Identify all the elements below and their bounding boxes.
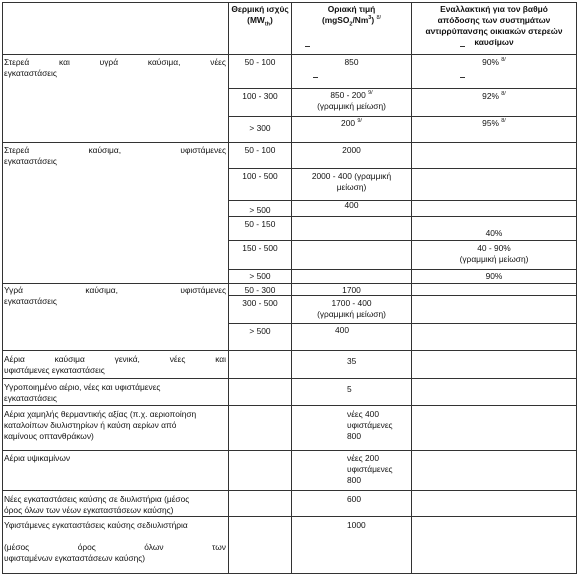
row-divider — [228, 168, 576, 169]
cell-power: > 500 — [249, 326, 271, 336]
cell-limit: 400 — [335, 325, 349, 335]
row-divider — [2, 405, 576, 406]
cell-power: 300 - 500 — [242, 298, 278, 308]
row-divider — [2, 450, 576, 451]
cell-alternative: 95% $^{8/}$ — [482, 118, 506, 128]
row-divider — [2, 142, 576, 143]
cell-power: 50 - 150 — [244, 219, 276, 229]
cell-alternative: 90% — [485, 271, 503, 281]
cell-limit: 5 — [347, 384, 352, 394]
cell-limit: νέες 400 υφιστάμενες 800 — [347, 409, 393, 441]
cell-limit: 1700 — [342, 285, 361, 295]
table-border-left — [2, 2, 3, 574]
header-thermal-power: Θερμική ισχύς $(MW_{th})$ — [231, 4, 289, 28]
row-divider — [2, 490, 576, 491]
cell-power: 50 - 100 — [244, 145, 276, 155]
row-divider — [228, 216, 576, 217]
cell-alternative: 40 - 90% (γραμμική μείωση) — [459, 243, 529, 264]
cell-limit: 1700 - 400 (γραμμική μείωση) — [317, 298, 386, 319]
cell-limit: 200 $^{9/}$ — [341, 118, 362, 128]
table-border-top — [2, 2, 576, 3]
row-label-new-refinery-plants: Νέες εγκαταστάσεις καύσης σε διυλιστήρια (μέσος όρος όλων των νέων εγκαταστάσεων καύσης) — [4, 494, 190, 515]
cell-power: 100 - 500 — [242, 171, 278, 181]
cell-power: 50 - 300 — [244, 285, 276, 295]
cell-power: > 300 — [249, 123, 271, 133]
cell-limit: 400 — [344, 200, 359, 210]
row-label-low-calorific-gas: Αέρια χαμηλής θερμαντικής αξίας (π.χ. αεριοποίηση καταλοίπων διυλιστηρίων ή καύση αερίων από καμίνους οπτανθράκων) — [4, 409, 197, 441]
column-divider — [411, 2, 412, 574]
cell-limit: 600 — [347, 494, 361, 504]
cell-alternative: 92% $^{8/}$ — [482, 91, 506, 101]
table-border-right — [576, 2, 577, 574]
cell-limit: νέες 200 υφιστάμενες 800 — [347, 453, 393, 485]
dash-mark — [460, 46, 465, 47]
row-divider — [2, 350, 576, 351]
cell-limit: 2000 - 400 (γραμμική μείωση) — [311, 171, 392, 192]
cell-power: 150 - 500 — [242, 243, 278, 253]
cell-limit: 850 — [344, 57, 359, 67]
cell-power: 100 - 300 — [242, 91, 278, 101]
header-limit-value: Οριακή τιμή $(mgSO_2/Nm^3)$ $^{8/}$ — [321, 4, 382, 28]
row-label-gaseous-general: Αέρια καύσιμα γενικά, νέες και υφιστάμενες εγκαταστάσεις — [4, 354, 226, 375]
row-divider — [228, 323, 576, 324]
row-divider — [228, 269, 576, 270]
cell-alternative: 90% $^{8/}$ — [482, 57, 506, 67]
cell-limit: 2000 — [342, 145, 361, 155]
row-divider — [2, 516, 576, 517]
row-label-solid-liquid-new: Στερεά και υγρά καύσιμα, νέες εγκαταστάσεις — [4, 57, 226, 78]
row-divider — [228, 88, 576, 89]
cell-power: > 500 — [249, 205, 271, 215]
table-border-bottom — [2, 573, 576, 574]
row-label-solid-existing: Στερεά καύσιμα, υφιστάμενες εγκαταστάσεις — [4, 145, 226, 166]
dash-mark — [305, 46, 310, 47]
cell-power: > 500 — [249, 271, 271, 281]
row-divider — [228, 116, 576, 117]
header-alternative-efficiency: Εναλλακτική για τον βαθμό απόδοσης των συστημάτων αντιρρύπανσης οικιακών στερεών καυσίμων — [425, 4, 563, 47]
dash-mark — [460, 77, 465, 78]
row-label-lpg: Υγροποιημένο αέριο, νέες και υφιστάμενες εγκαταστάσεις — [4, 382, 161, 403]
row-label-blast-furnace-gas: Αέρια υψικαμίνων — [4, 453, 71, 463]
row-label-liquid-existing: Υγρά καύσιμα, υφιστάμενες εγκαταστάσεις — [4, 285, 226, 306]
row-divider — [2, 283, 576, 284]
cell-power: 50 - 100 — [244, 57, 276, 67]
cell-limit: 35 — [347, 356, 357, 366]
row-divider — [228, 240, 576, 241]
row-divider — [2, 54, 576, 55]
cell-alternative: 40% — [485, 228, 503, 238]
cell-limit: 850 - 200 $^{9/}$ (γραμμική μείωση) — [317, 90, 386, 111]
cell-limit: 1000 — [347, 520, 366, 530]
dash-mark — [313, 77, 318, 78]
row-divider — [2, 378, 576, 379]
row-label-existing-refinery-plants: Υφιστάμενες εγκαταστάσεις καύσης σεδιυλιστήρια (μέσος όρος όλων των υφισταμένων εγκαταστάσεων καύσης) — [4, 520, 226, 563]
